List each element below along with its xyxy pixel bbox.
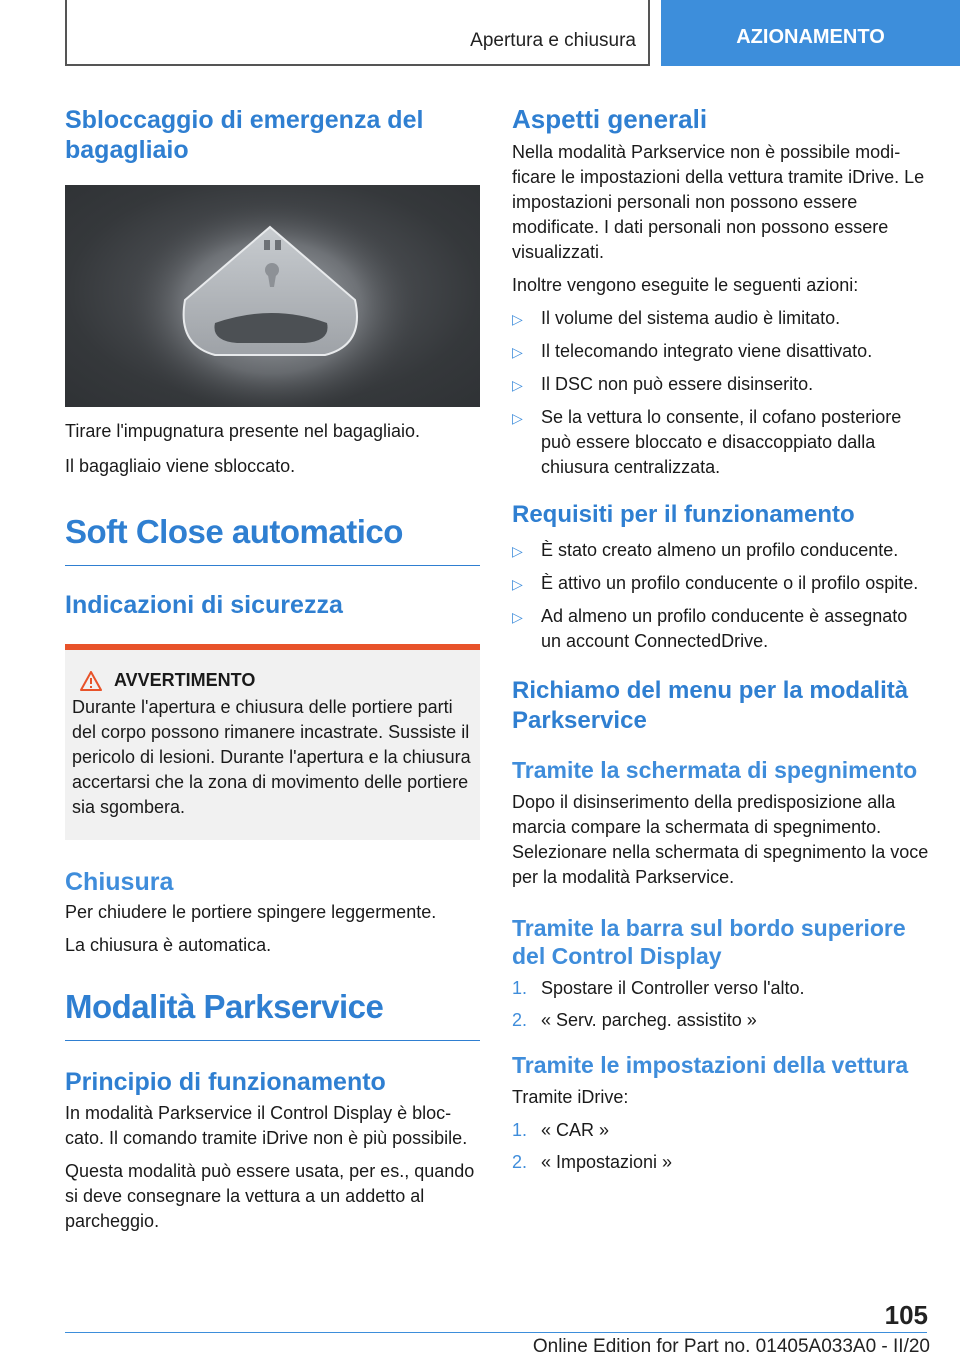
paragraph-close-auto: La chiusura è automatica.	[65, 935, 272, 955]
trunk-handle-illustration	[65, 185, 480, 407]
list-item: ▷ Il volume del sistema audio è limitato.	[512, 306, 930, 332]
bullet-triangle-icon: ▷	[512, 344, 523, 360]
heading-closing: Chiusura	[65, 868, 174, 896]
trunk-handle-photo	[65, 185, 480, 407]
list-item: ▷ Ad almeno un profilo conducente è assegnato un account ConnectedDrive.	[512, 604, 930, 654]
heading-general: Aspetti generali	[512, 104, 708, 134]
bullet-triangle-icon: ▷	[512, 576, 523, 592]
warning-title: AVVERTIMENTO	[114, 670, 256, 690]
paragraph-principle-1: In modalità Parkservice il Control Display è bloccato. Il comando tramite iDrive non è più possibile.	[65, 1103, 468, 1148]
paragraph-close-push: Per chiudere le portiere spingere leggermente.	[65, 902, 437, 922]
heading-via-settings: Tramite le impostazioni della vettura	[512, 1052, 909, 1078]
header-rule-bottom	[65, 64, 650, 66]
paragraph-unlocked: Il bagagliaio viene sbloccato.	[65, 456, 296, 476]
bullet-triangle-icon: ▷	[512, 377, 523, 393]
warning-text: Durante l'apertura e chiusura delle portiere parti del corpo possono rimanere incastrate. Sussiste il pericolo di lesioni. Durante l'apertura e la chiusura accertarsi che la zona di movimento delle portiere sia sgombera.	[72, 697, 471, 817]
right-column	[512, 100, 930, 1182]
bullet-triangle-icon: ▷	[512, 410, 523, 426]
header-section-title: Apertura e chiusura	[470, 30, 636, 51]
paragraph-via-settings: Tramite iDrive:	[512, 1087, 629, 1107]
paragraph-via-screen: Dopo il disinserimento della predisposizione alla marcia compare la schermata di spegnimento. Selezionare nella schermata di spegnimento la voce per la modalità Parkservice.	[512, 792, 929, 887]
header-rule-mid	[648, 0, 650, 66]
header-rule-left	[65, 0, 67, 66]
bullet-triangle-icon: ▷	[512, 609, 523, 625]
heading-soft-close: Soft Close automatico	[65, 513, 480, 566]
paragraph-general-2: Inoltre vengono eseguite le seguenti azioni:	[512, 275, 859, 295]
heading-emergency-release: Sbloccaggio di emergenza del bagagliaio	[65, 106, 424, 164]
heading-via-bar: Tramite la barra sul bordo superiore del Control Display	[512, 915, 906, 969]
list-item: 1. Spostare il Controller verso l'alto.	[512, 978, 805, 998]
heading-requirements: Requisiti per il funzionamento	[512, 501, 855, 528]
requirements-list	[512, 538, 930, 654]
list-item: 2. « Impostazioni »	[512, 1152, 673, 1172]
list-item: 1. « CAR »	[512, 1120, 610, 1140]
heading-principle: Principio di funzionamento	[65, 1068, 386, 1096]
heading-parkservice: Modalità Parkservice	[65, 988, 480, 1041]
actions-list	[512, 306, 930, 480]
header-chapter-tab	[661, 0, 960, 66]
list-item: 2. « Serv. parcheg. assistito »	[512, 1010, 757, 1030]
warning-triangle-icon	[80, 671, 102, 691]
steps-settings-list	[512, 1118, 930, 1175]
footer-rule	[65, 1332, 927, 1333]
warning-box	[65, 644, 480, 840]
list-item: ▷ Il telecomando integrato viene disattivato.	[512, 339, 930, 365]
footer-edition: Online Edition for Part no. 01405A033A0 - II/20	[532, 1336, 930, 1357]
header-chapter-label: AZIONAMENTO	[736, 25, 885, 48]
list-item: ▷ Se la vettura lo consente, il cofano posteriore può essere bloccato e disaccoppiato dalla chiusura centralizzata.	[512, 405, 930, 480]
list-item: ▷ Il DSC non può essere disinserito.	[512, 372, 930, 398]
warning-header	[80, 670, 472, 691]
heading-via-screen: Tramite la schermata di spegnimento	[512, 757, 918, 783]
list-item: ▷ È attivo un profilo conducente o il profilo ospite.	[512, 571, 930, 597]
list-item: ▷ È stato creato almeno un profilo conducente.	[512, 538, 930, 564]
heading-menu-call: Richiamo del menu per la modalità Parkservice	[512, 677, 909, 734]
steps-bar-list	[512, 976, 930, 1033]
paragraph-principle-2: Questa modalità può essere usata, per es., quando si deve consegnare la vettura a un addetto al parcheggio.	[65, 1161, 475, 1231]
paragraph-pull-handle: Tirare l'impugnatura presente nel bagagliaio.	[65, 421, 420, 441]
bullet-triangle-icon: ▷	[512, 311, 523, 327]
heading-safety: Indicazioni di sicurezza	[65, 591, 343, 619]
left-column	[65, 100, 480, 1234]
page-number: 105	[884, 1300, 928, 1330]
bullet-triangle-icon: ▷	[512, 543, 523, 559]
paragraph-general-1: Nella modalità Parkservice non è possibile modificare le impostazioni della vettura tramite iDrive. Le impostazioni personali non possono essere modificate. I dati personali non possono essere visualizzati.	[512, 142, 925, 262]
